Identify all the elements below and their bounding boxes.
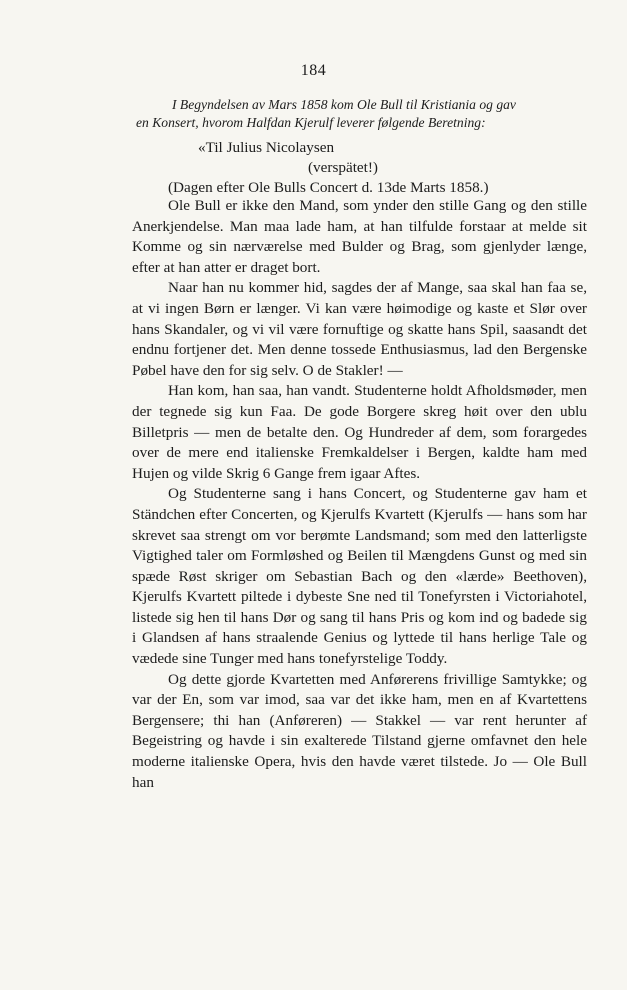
date-text: (Dagen efter Ole Bulls Concert d. 13de Marts 1858.) xyxy=(168,179,489,196)
paragraph: Naar han nu kommer hid, sagdes der af Mange, saa skal han faa se, at vi ingen Børn er længer. Vi kan være høimodige og kaste et Slør over hans Skandaler, og vi vil være fornuftige og skatte hans Spil, saasandt det endnu fortjener det. Men denne tossede Enthusiasmus, lad den Bergenske Pøbel have den for sig selv. O de Stakler! — xyxy=(132,279,587,379)
paragraph: Ole Bull er ikke den Mand, som ynder den stille Gang og den stille Anerkjendelse. Man maa lade ham, at han tilfulde forstaar at melde sit Komme og sin nærværelse med Bulder og Brag, som gjenlyder længe, efter at han atter er draget bort. xyxy=(132,197,587,276)
chapter-intro xyxy=(136,96,586,132)
paragraph: Og Studenterne sang i hans Concert, og Studenterne gav ham et Ständchen efter Concerten, og Kjerulfs Kvartett (Kjerulfs — hans som har skrevet saa strengt om vor berømte Landsmand; som med den latterligste Vigtighed taler om Formløshed og Beilen til Mængdens Gunst og med sin spæde Røst skriger om Sebastian Bach og den «lærde» Beethoven), Kjerulfs Kvartett piltede i dybeste Sne ned til Tonefyrsten i Victoriahotel, listede sig hen til hans Dør og sang til hans Pris og kom ind og badede sig i Glandsen af hans straalende Genius og lyttede til hans herlige Tale og vædede sine Tunger med hans tonefyrstelige Toddy. xyxy=(132,485,587,668)
letter-body xyxy=(132,196,587,793)
page-number: 184 xyxy=(300,62,327,79)
recipient-text: «Til Julius Nicolaysen xyxy=(198,139,335,156)
intro-line-2: en Konsert, hvorom Halfdan Kjerulf leverer følgende Beretning: xyxy=(136,115,486,130)
late-note-text: (verspätet!) xyxy=(308,159,378,176)
intro-line-1: I Begyndelsen av Mars 1858 kom Ole Bull til Kristiania og gav xyxy=(172,97,516,112)
paragraph: Han kom, han saa, han vandt. Studenterne holdt Afholdsmøder, men der tegnede sig kun Faa. De gode Borgere skreg høit over den ublu Billetpris — men de betalte den. Og Hundreder af dem, som forargedes over de mere end italienske Fremkaldelser i Bergen, kaldte ham med Hujen og vilde Skrig 6 Gange frem igaar Aftes. xyxy=(132,382,587,482)
paragraph: Og dette gjorde Kvartetten med Anførerens frivillige Samtykke; og var der En, som var imod, saa var det ikke ham, men en af Kvartettens Bergensere; thi han (Anføreren) — Stakkel — var rent herunter af Begeistring og havde i sin exalterede Tilstand gjerne omfavnet den hele moderne italienske Opera, hvis den havde været tilstede. Jo — Ole Bull han xyxy=(132,670,587,791)
